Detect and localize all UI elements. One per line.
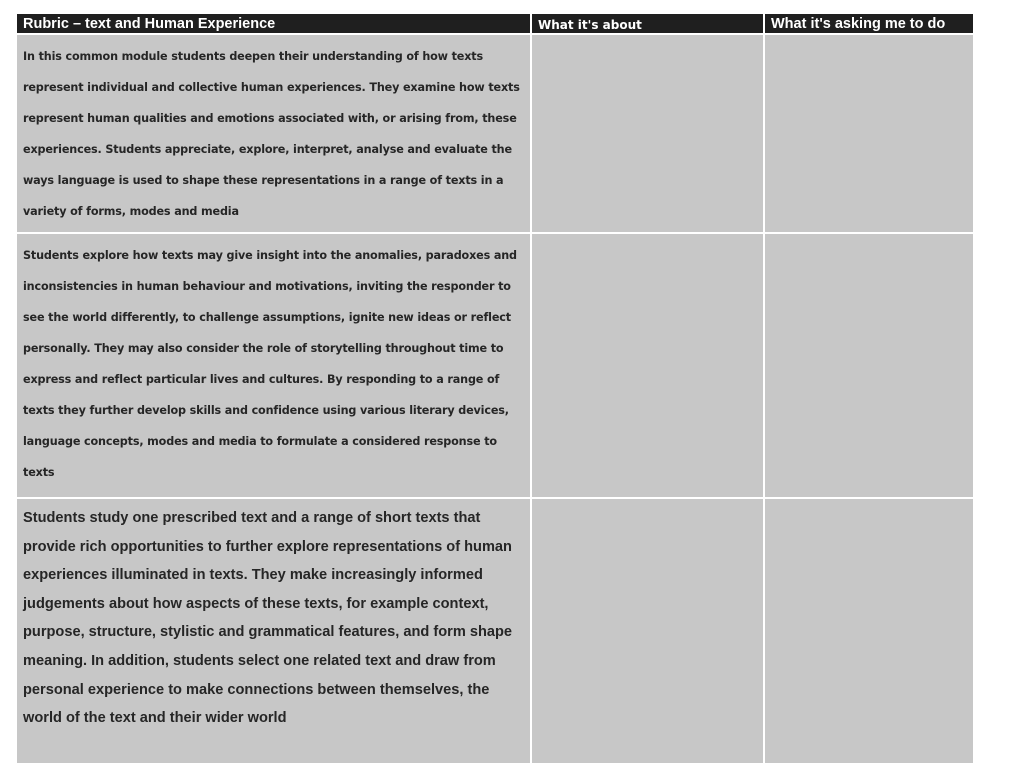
rubric-text-1: In this common module students deepen their understanding of how texts represent individual and collective human experiences. They examine how texts represent human qualities and emotions associated with, or arising from, these experiences. Students appreciate, explore, interpret, analyse and evaluate the ways language is used to shape these representations in a range of texts in a variety of forms, modes and media bbox=[23, 50, 520, 218]
about-cell-1[interactable] bbox=[532, 35, 763, 232]
rubric-cell-2 bbox=[17, 234, 530, 497]
asking-cell-3[interactable] bbox=[765, 499, 973, 763]
asking-cell-2[interactable] bbox=[765, 234, 973, 497]
about-cell-2[interactable] bbox=[532, 234, 763, 497]
header-what-its-asking: What it's asking me to do bbox=[765, 14, 973, 33]
header-rubric: Rubric – text and Human Experience bbox=[17, 14, 530, 33]
rubric-text-2: Students explore how texts may give insight into the anomalies, paradoxes and inconsistencies in human behaviour and motivations, inviting the responder to see the world differently, to challenge assumptions, ignite new ideas or reflect personally. They may also consider the role of storytelling throughout time to express and reflect particular lives and cultures. By responding to a range of texts they further develop skills and confidence using various literary devices, language concepts, modes and media to formulate a considered response to texts bbox=[23, 249, 517, 479]
rubric-text-3: Students study one prescribed text and a range of short texts that provide rich opportunities to further explore representations of human experiences illuminated in texts. They make increasingly informed judgements about how aspects of these texts, for example context, purpose, structure, stylistic and grammatical features, and form shape meaning. In addition, students select one related text and draw from personal experience to make connections between themselves, the world of the text and their wider world bbox=[23, 510, 513, 727]
rubric-cell-1 bbox=[17, 35, 530, 232]
header-what-its-about: What it's about bbox=[532, 14, 763, 33]
about-cell-3[interactable] bbox=[532, 499, 763, 763]
rubric-table bbox=[17, 14, 973, 763]
rubric-cell-3 bbox=[17, 499, 530, 763]
asking-cell-1[interactable] bbox=[765, 35, 973, 232]
